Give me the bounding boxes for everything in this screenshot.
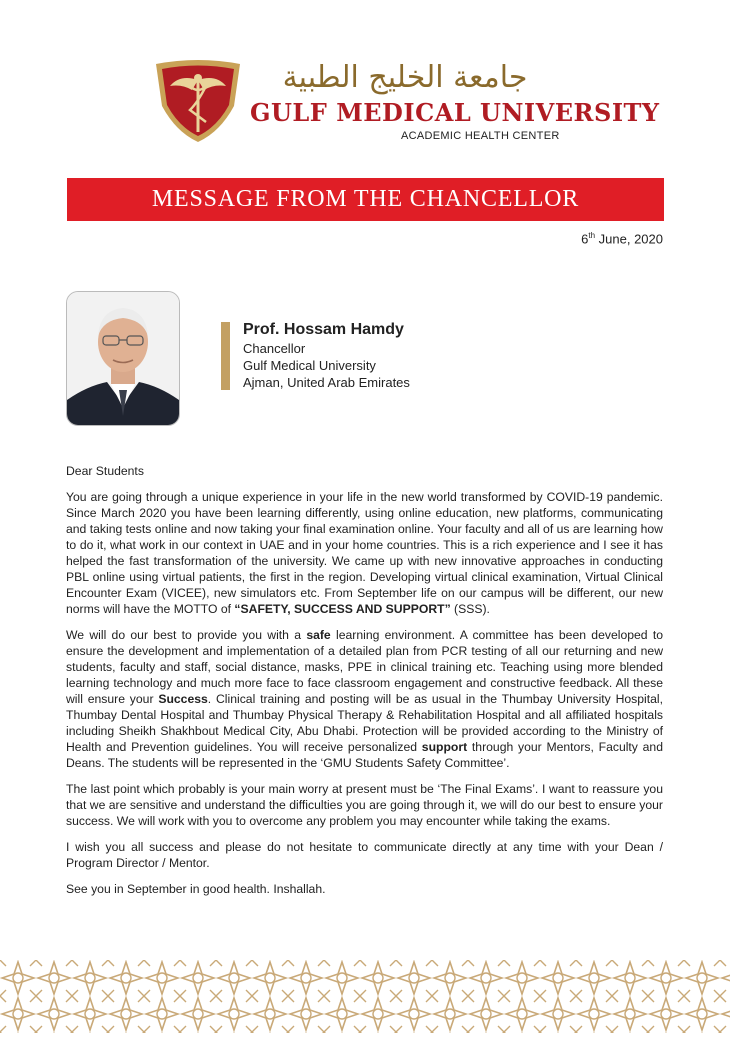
university-name: GULF MEDICAL UNIVERSITY — [250, 98, 660, 127]
footer-ornament — [0, 960, 730, 1033]
arabic-university-name: جامعة الخليج الطبية — [282, 60, 528, 95]
paragraph-2 — [66, 627, 663, 771]
title-banner — [67, 178, 664, 221]
letter-body — [66, 463, 663, 907]
paragraph-1 — [66, 489, 663, 617]
paragraph-5: See you in September in good health. Inshallah. — [66, 882, 326, 896]
signatory-accent-bar — [221, 322, 230, 390]
keyword-safe: safe — [306, 628, 331, 642]
signatory-organization: Gulf Medical University — [243, 358, 376, 373]
portrait-image — [67, 292, 179, 425]
signatory-role: Chancellor — [243, 341, 306, 356]
geometric-pattern-icon — [0, 960, 730, 1033]
date-rest: June, 2020 — [595, 231, 663, 247]
paragraph-2-b: learning environment. A committee has been developed to ensure the development and implementation of a detailed plan from PCR testing of all our returning and new students, faculty and staff, social distance, masks, PPE in clinical training etc. Teaching using more blended learning technology and much more face to face classroom engagement and constructive feedback. All these will ensure your — [66, 628, 664, 706]
signatory-block — [243, 320, 410, 391]
paragraph-1-end: (SSS). — [450, 602, 490, 616]
paragraph-2-a: We will do our best to provide you with a — [66, 628, 307, 642]
chancellor-photo — [66, 291, 180, 426]
salutation: Dear Students — [66, 464, 144, 478]
keyword-success: Success — [158, 692, 208, 706]
paragraph-4: I wish you all success and please do not hesitate to communicate directly at any time with your Dean / Program Director / Mentor. — [66, 840, 663, 870]
banner-title: MESSAGE FROM THE CHANCELLOR — [151, 186, 580, 212]
paragraph-1-text: You are going through a unique experience in your life in the new world transformed by COVID-19 pandemic. Since March 2020 you have been learning differently, using online education, new platforms, communicating and taking tests online and now taking your final examination online. Your faculty and all of us are learning how to do it, what work in our context in UAE and in your home countries. This is a rich experience and I see it has helped the fast transformation of the university. We came up with new innovative approaches in conducting PBL online using virtual patients, the first in the region. Developing virtual clinical examination, Virtual Clinical Encounter Exam (VICEE), new simulators etc. From September life on our campus will be different, our new norms will have the MOTTO of — [66, 490, 663, 616]
signatory-name: Prof. Hossam Hamdy — [243, 321, 404, 338]
keyword-support: support — [421, 740, 468, 754]
university-subtitle: ACADEMIC HEALTH CENTER — [401, 130, 560, 142]
date-suffix: th — [588, 231, 596, 240]
date-day: 6 — [581, 231, 589, 247]
paragraph-3: The last point which probably is your main worry at present must be ‘The Final Exams’. I want to reassure you that we are sensitive and understand the difficulties you are going through it, we will do our best to ensure your success. We will work with you to overcome any problem you may encounter while taking the exams. — [66, 782, 663, 828]
signatory-location: Ajman, United Arab Emirates — [243, 375, 410, 390]
university-logo — [150, 58, 660, 158]
letter-date — [581, 231, 663, 246]
university-crest-icon — [150, 58, 246, 144]
paragraph-2-d: through your Mentors, Faculty and Deans. The students will be represented in the ‘GMU Students Safety Committee’. — [66, 740, 663, 770]
motto: “SAFETY, SUCCESS AND SUPPORT” — [234, 602, 451, 616]
paragraph-2-c: . Clinical training and posting will be as usual in the Thumbay University Hospital, Thumbay Dental Hospital and Thumbay Physical Therapy & Rehabilitation Hospital and all affiliated hospitals including Sheikh Shakhbout Medical City, Abu Dhabi. Protection will be provided according to the Ministry of Health and Prevention guidelines. You will receive personalized — [66, 692, 663, 754]
